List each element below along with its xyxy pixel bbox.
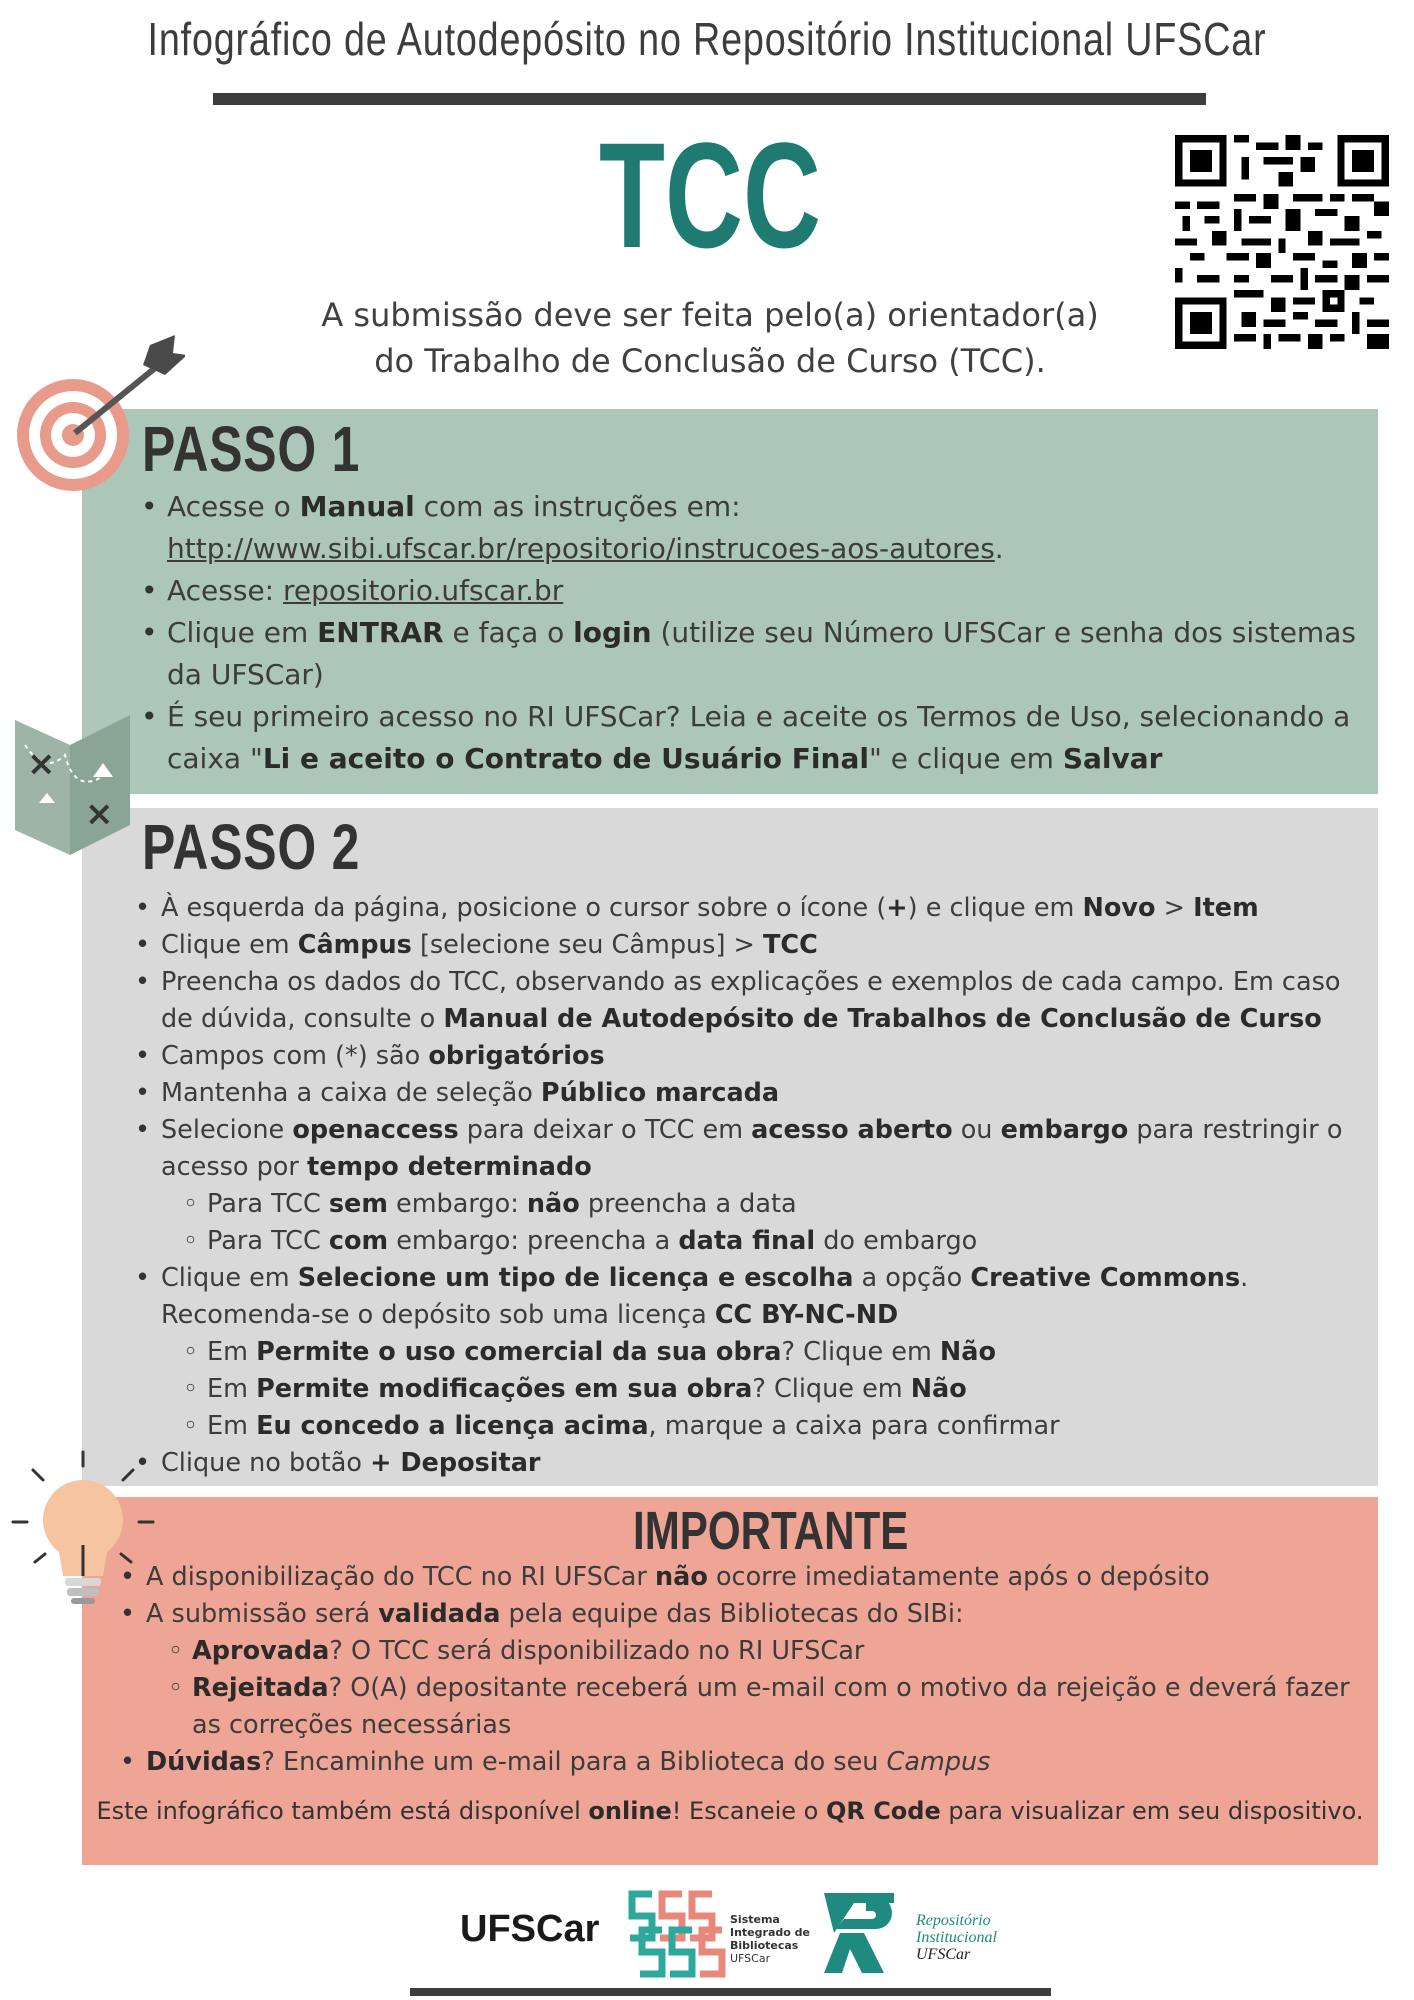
ufscar-logo: UFSCar bbox=[460, 1908, 600, 1950]
important-title: IMPORTANTE bbox=[633, 1501, 909, 1561]
sub-list-item: ◦ Em Permite o uso comercial da sua obra? Clique em Não bbox=[207, 1334, 1376, 1371]
embargo-sublist bbox=[161, 1186, 1376, 1260]
list-item: • Clique em ENTRAR e faça o login (utilize seu Número UFSCar e senha dos sistemas da UFSCar) bbox=[167, 612, 1377, 696]
step1-list bbox=[167, 486, 1377, 780]
list-item: • A disponibilização do TCC no RI UFSCar não ocorre imediatamente após o depósito bbox=[146, 1559, 1378, 1596]
map-icon bbox=[15, 705, 130, 855]
sibi-logo-icon bbox=[622, 1886, 726, 1982]
page-title: TCC bbox=[599, 111, 821, 279]
sub-list-item: ◦ Rejeitada? O(A) depositante receberá um e-mail com o motivo da rejeição e deverá fazer as correções necessárias bbox=[192, 1670, 1378, 1744]
footer-divider bbox=[410, 1988, 1051, 1996]
list-item: • Clique no botão + Depositar bbox=[161, 1445, 1376, 1482]
sub-list-item: ◦ Em Permite modificações em sua obra? Clique em Não bbox=[207, 1371, 1376, 1408]
sibi-logo-text: Sistema Integrado de Bibliotecas UFSCar bbox=[730, 1913, 810, 1965]
list-item: • Acesse o Manual com as instruções em: bbox=[167, 486, 1377, 528]
list-item: • Preencha os dados do TCC, observando as explicações e exemplos de cada campo. Em caso de dúvida, consulte o Manual de Autodepósito de Trabalhos de Conclusão de Curso bbox=[161, 964, 1376, 1038]
list-item: • Clique em Selecione um tipo de licença e escolha a opção Creative Commons. Recomenda-se o depósito sob uma licença CC BY-NC-ND ◦ Em Permite o uso comercial da sua obra? Clique em Não ◦ Em Permite modificações em sua obra? Clique em Não ◦ Em Eu concedo a licença acima, marque a caixa para confirmar bbox=[161, 1260, 1376, 1445]
step2-title: PASSO 2 bbox=[142, 811, 361, 883]
subtitle-line-2: do Trabalho de Conclusão de Curso (TCC). bbox=[374, 342, 1046, 380]
list-item-continuation: http://www.sibi.ufscar.br/repositorio/instrucoes-aos-autores. bbox=[167, 532, 1004, 565]
step1-title: PASSO 1 bbox=[142, 413, 361, 485]
online-note: Este infográfico também está disponível online! Escaneie o QR Code para visualizar em seu dispositivo. bbox=[96, 1797, 1364, 1825]
list-item: • Clique em Câmpus [selecione seu Câmpus] > TCC bbox=[161, 927, 1376, 964]
sub-list-item: ◦ Para TCC sem embargo: não preencha a data bbox=[207, 1186, 1376, 1223]
manual-link[interactable]: http://www.sibi.ufscar.br/repositorio/instrucoes-aos-autores bbox=[167, 532, 995, 565]
repository-logo-icon bbox=[814, 1893, 904, 1973]
sub-list-item: ◦ Aprovada? O TCC será disponibilizado no RI UFSCar bbox=[192, 1633, 1378, 1670]
license-sublist bbox=[161, 1334, 1376, 1445]
list-item: • É seu primeiro acesso no RI UFSCar? Leia e aceite os Termos de Uso, selecionando a caixa "Li e aceito o Contrato de Usuário Final" e clique em Salvar bbox=[167, 696, 1377, 780]
repository-link[interactable]: repositorio.ufscar.br bbox=[283, 574, 564, 607]
svg-text:×: × bbox=[85, 794, 114, 834]
subtitle-line-1: A submissão deve ser feita pelo(a) orientador(a) bbox=[321, 296, 1099, 334]
qr-code-icon[interactable] bbox=[1175, 135, 1389, 349]
sub-list-item: ◦ Em Eu concedo a licença acima, marque a caixa para confirmar bbox=[207, 1408, 1376, 1445]
list-item: • À esquerda da página, posicione o cursor sobre o ícone (+) e clique em Novo > Item bbox=[161, 890, 1376, 927]
subtitle bbox=[270, 292, 1150, 384]
header-divider bbox=[213, 93, 1206, 105]
list-item: • Campos com (*) são obrigatórios bbox=[161, 1038, 1376, 1075]
header-title: Infográfico de Autodepósito no Repositório Institucional UFSCar bbox=[147, 13, 1267, 65]
list-item: • Mantenha a caixa de seleção Público marcada bbox=[161, 1075, 1376, 1112]
svg-text:×: × bbox=[27, 744, 56, 784]
list-item: • A submissão será validada pela equipe das Bibliotecas do SIBi: ◦ Aprovada? O TCC será disponibilizado no RI UFSCar ◦ Rejeitada? O(A) depositante receberá um e-mail com o motivo da rejeição e deverá fazer as correções necessárias bbox=[146, 1596, 1378, 1744]
list-item: • Dúvidas? Encaminhe um e-mail para a Biblioteca do seu Campus bbox=[146, 1744, 1378, 1781]
step2-list bbox=[161, 890, 1376, 1482]
list-item: • Acesse: repositorio.ufscar.br bbox=[167, 570, 1377, 612]
repository-logo-text: Repositório Institucional UFSCar bbox=[916, 1912, 997, 1963]
list-item: • Selecione openaccess para deixar o TCC em acesso aberto ou embargo para restringir o acesso por tempo determinado ◦ Para TCC sem embargo: não preencha a data ◦ Para TCC com embargo: preencha a data final do embargo bbox=[161, 1112, 1376, 1260]
important-list bbox=[146, 1559, 1378, 1781]
sub-list-item: ◦ Para TCC com embargo: preencha a data final do embargo bbox=[207, 1223, 1376, 1260]
validation-sublist bbox=[146, 1633, 1378, 1744]
